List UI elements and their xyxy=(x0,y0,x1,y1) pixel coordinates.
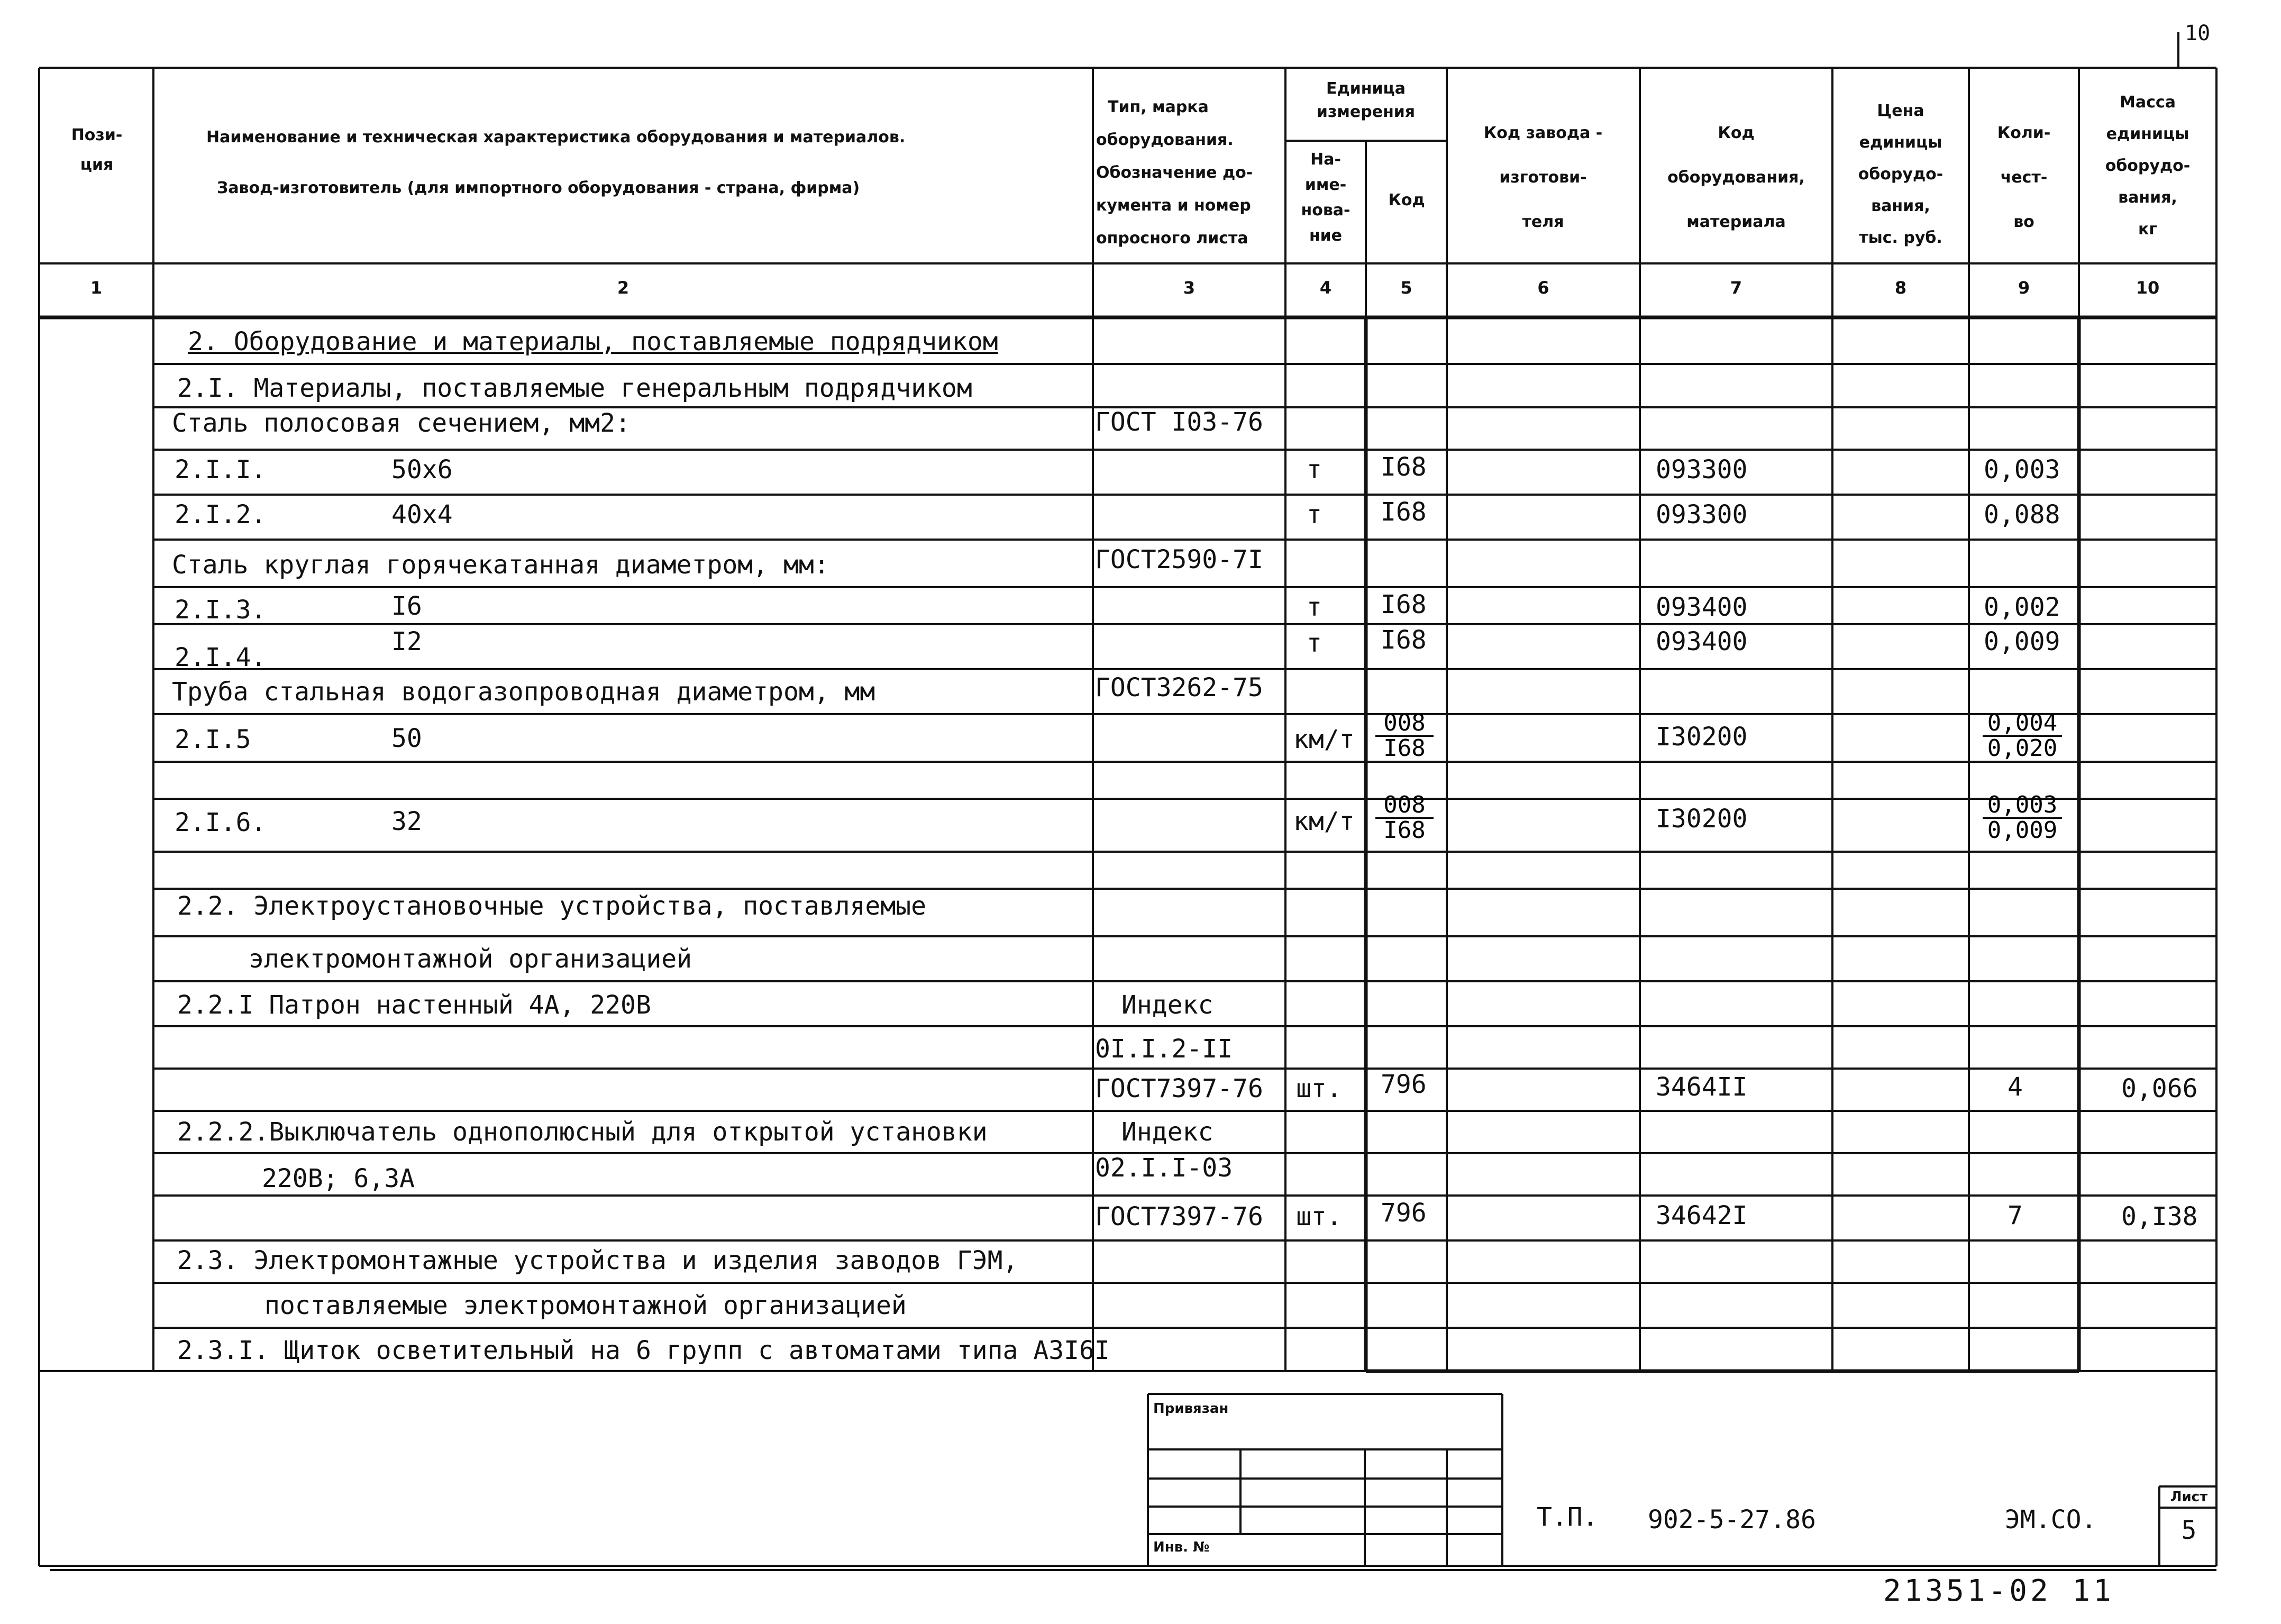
table-row-subsection-title: 2.2. Электроустановочные устройства, поставляемые xyxy=(177,891,927,921)
column-number-10: 10 xyxy=(2136,278,2160,298)
archive-number: 21351-02 11 xyxy=(1883,1574,2114,1608)
table-row-equipment-code: 093400 xyxy=(1656,627,1748,656)
table-row-unit-code: I68 xyxy=(1381,590,1427,619)
table-row-quantity-fraction: $\frac{0,003}{0,009}$ xyxy=(1983,793,2062,842)
column-number-7: 7 xyxy=(1730,278,1742,298)
table-row-unit-code: I68 xyxy=(1381,452,1427,482)
table-row-name: I2 xyxy=(391,627,422,656)
table-row-unit: т xyxy=(1307,592,1322,622)
table-row-section-title: 2. Оборудование и материалы, поставляемые подрядчиком xyxy=(188,327,998,357)
table-row-doc: ГОСТ7397-76 xyxy=(1095,1202,1263,1231)
table-row-unit-code-fraction: $\frac{008}{I68}$ xyxy=(1375,793,1434,842)
table-row-unit: т xyxy=(1307,455,1322,485)
column-number-4: 4 xyxy=(1319,278,1332,298)
table-row-name: I6 xyxy=(391,591,422,621)
table-row-quantity: 0,009 xyxy=(1984,627,2060,656)
column-number-1: 1 xyxy=(90,278,103,298)
table-row-doc: Индекс xyxy=(1121,1117,1214,1147)
header-type: Тип, марка оборудования. Обозначение до- кумента и номер опросного листа xyxy=(1096,98,1253,248)
table-row-subsection-title: 2.3. Электромонтажные устройства и изделия заводов ГЭМ, xyxy=(177,1246,1018,1275)
header-equipment-code: Код оборудования, материала xyxy=(1667,124,1805,231)
table-row-doc: Индекс xyxy=(1121,990,1214,1020)
table-row-name: 40x4 xyxy=(391,500,453,530)
sheet-number: 5 xyxy=(2181,1516,2197,1545)
header-name: Наименование и техническая характеристика оборудования и материалов. Завод-изготовитель (для импортного оборудования - страна, фирма) xyxy=(206,128,906,197)
table-row-quantity: 0,088 xyxy=(1984,500,2060,530)
table-row-subsection-title: 2.I. Материалы, поставляемые генеральным подрядчиком xyxy=(177,373,972,403)
table-row-position: 2.I.3. xyxy=(175,595,267,625)
table-row-equipment-code: 093300 xyxy=(1656,455,1748,485)
table-row-group-name: Сталь полосовая сечением, мм2: xyxy=(172,408,631,438)
table-row-name-cont: 220В; 6,3А xyxy=(262,1164,415,1193)
table-row-unit-code: 796 xyxy=(1381,1198,1427,1228)
header-unit-name: На- име- нова- ние xyxy=(1301,150,1351,245)
table-row-quantity: 4 xyxy=(2008,1072,2023,1102)
table-row-quantity-fraction: $\frac{0,004}{0,020}$ xyxy=(1983,711,2062,760)
table-row-position: 2.I.6. xyxy=(175,808,267,837)
table-row-unit: т xyxy=(1307,628,1322,658)
header-unit-group: Единица измерения xyxy=(1316,79,1416,121)
table-row-equipment-code: I30200 xyxy=(1656,722,1748,752)
table-row-equipment-code: 3464II xyxy=(1656,1072,1748,1102)
header-price: Цена единицы оборудо- вания, тыс. руб. xyxy=(1858,102,1944,247)
sheet-label: Лист xyxy=(2170,1489,2208,1505)
table-row-doc: 02.I.I-03 xyxy=(1095,1153,1233,1183)
column-number-3: 3 xyxy=(1183,278,1196,298)
table-row-unit: км/т xyxy=(1293,807,1355,836)
header-maker-code: Код завода - изготови- теля xyxy=(1483,124,1603,231)
table-row-position: 2.I.5 xyxy=(175,725,251,754)
table-row-doc: ГОСТ3262-75 xyxy=(1095,673,1263,702)
table-row-unit-code-fraction: $\frac{008}{I68}$ xyxy=(1375,711,1434,760)
table-row-subsection-title-cont: электромонтажной организацией xyxy=(249,944,692,974)
project-number: 902-5-27.86 xyxy=(1648,1505,1816,1535)
column-number-9: 9 xyxy=(2018,278,2030,298)
column-number-6: 6 xyxy=(1537,278,1549,298)
table-row-unit-code: I68 xyxy=(1381,497,1427,527)
table-row-unit: шт. xyxy=(1296,1074,1342,1103)
table-row-quantity: 0,002 xyxy=(1984,592,2060,622)
table-row-position: 2.I.I. xyxy=(175,455,267,485)
table-row-group-name: Труба стальная водогазопроводная диаметром, мм xyxy=(172,677,875,707)
table-row-quantity: 0,003 xyxy=(1984,455,2060,485)
header-mass: Масса единицы оборудо- вания, кг xyxy=(2105,93,2191,239)
table-row-equipment-code: 093300 xyxy=(1656,500,1748,530)
table-row-mass: 0,066 xyxy=(2121,1074,2198,1103)
section-code: ЭМ.СО. xyxy=(2005,1505,2097,1535)
table-row-doc: ГОСТ I03-76 xyxy=(1095,407,1263,437)
table-row-name: 32 xyxy=(391,807,422,836)
table-row-position: 2.I.4. xyxy=(175,643,267,672)
table-row-unit: т xyxy=(1307,500,1322,530)
table-row-unit: км/т xyxy=(1293,725,1355,754)
header-position: Пози- ция xyxy=(71,126,123,174)
table-row-subsection-title-cont: поставляемые электромонтажной организацией xyxy=(264,1291,907,1320)
table-row-doc: ГОСТ2590-7I xyxy=(1095,545,1263,574)
column-number-8: 8 xyxy=(1894,278,1907,298)
table-row-name: 50x6 xyxy=(391,455,453,485)
table-row-doc: 0I.I.2-II xyxy=(1095,1034,1233,1064)
table-row-equipment-code: I30200 xyxy=(1656,804,1748,834)
table-row-group-name: Сталь круглая горячекатанная диаметром, мм: xyxy=(172,550,829,580)
table-row-name: 2.3.I. Щиток осветительный на 6 групп с автоматами типа А3I6I xyxy=(177,1336,1110,1365)
table-row-equipment-code: 34642I xyxy=(1656,1201,1748,1230)
table-row-quantity: 7 xyxy=(2008,1201,2023,1230)
column-number-5: 5 xyxy=(1400,278,1412,298)
header-unit-code: Код xyxy=(1388,191,1425,209)
table-row-position: 2.I.2. xyxy=(175,500,267,530)
table-row-mass: 0,I38 xyxy=(2121,1202,2198,1231)
table-row-name: 2.2.I Патрон настенный 4А, 220В xyxy=(177,990,651,1020)
table-row-unit-code: I68 xyxy=(1381,625,1427,655)
corner-page-number: 10 xyxy=(2185,21,2211,45)
series-label: Т.П. xyxy=(1537,1502,1598,1532)
table-row-unit: шт. xyxy=(1296,1202,1342,1231)
column-number-2: 2 xyxy=(617,278,629,298)
table-row-doc: ГОСТ7397-76 xyxy=(1095,1074,1263,1103)
header-quantity: Коли- чест- во xyxy=(1997,124,2051,231)
table-row-name: 2.2.2.Выключатель однополюсный для открытой установки xyxy=(177,1117,988,1147)
table-row-unit-code: 796 xyxy=(1381,1070,1427,1099)
bound-label: Привязан xyxy=(1153,1401,1229,1417)
inventory-label: Инв. № xyxy=(1153,1539,1210,1555)
table-row-name: 50 xyxy=(391,724,422,753)
table-row-equipment-code: 093400 xyxy=(1656,592,1748,622)
